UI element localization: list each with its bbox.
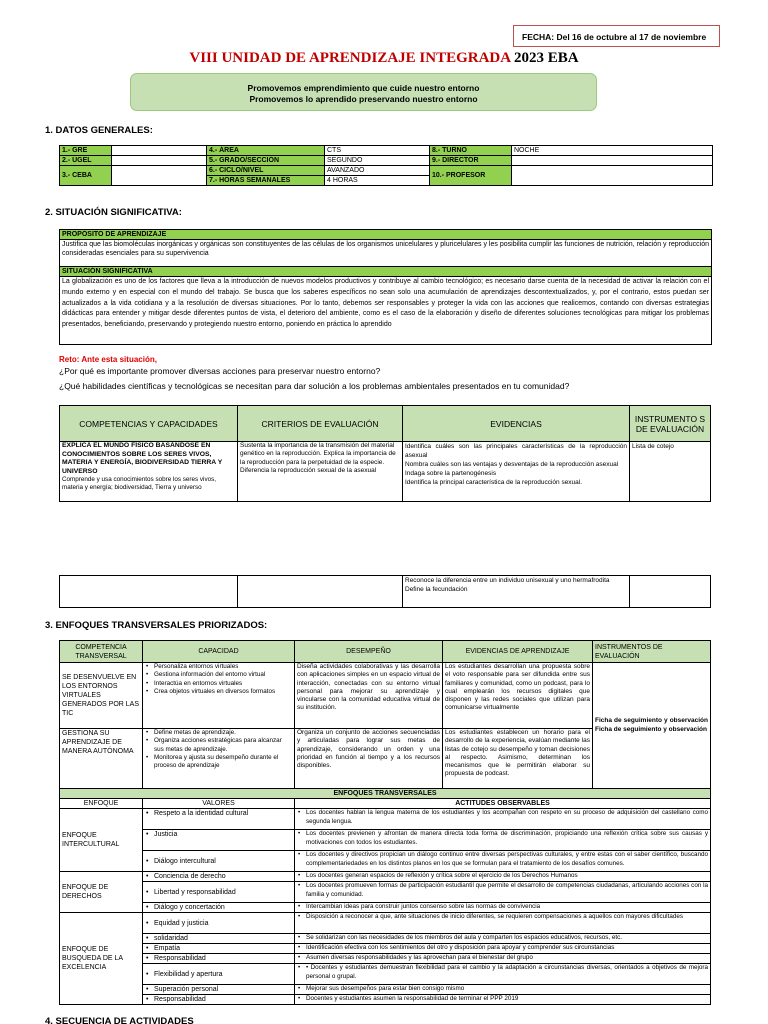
section-2-heading: 2. SITUACIÓN SIGNIFICATIVA: bbox=[45, 207, 182, 218]
valor-item: • Responsabilidad bbox=[154, 954, 292, 963]
valor-item: • Superación personal bbox=[154, 985, 292, 994]
actitud-cell bbox=[295, 985, 711, 995]
actitud-item: • Docentes y estudiantes asumen la responsabilidad de terminar el PPP 2019 bbox=[306, 995, 708, 1004]
valor-item: • solidaridad bbox=[154, 934, 292, 943]
horas-value: 4 HORAS bbox=[325, 176, 430, 186]
director-value bbox=[512, 156, 713, 166]
gre-value bbox=[112, 146, 207, 156]
valor-item: • Empatía bbox=[154, 944, 292, 953]
ct-row2-cap-item: • Organiza acciones estratégicas para alcanzar sus metas de aprendizaje. bbox=[154, 737, 292, 754]
ct-row1-cap-item: • Interactúa en entornos virtuales bbox=[154, 680, 292, 688]
instrumento-cell: Lista de cotejo bbox=[630, 442, 711, 502]
actitud-cell bbox=[295, 913, 711, 934]
valor-cell bbox=[143, 995, 295, 1005]
valor-item: • Equidad y justicia bbox=[154, 919, 292, 928]
actitud-cell bbox=[295, 995, 711, 1005]
actitud-item: • Asumen diversas responsabilidades y las aprovechan para el bienestar del grupo bbox=[306, 954, 708, 963]
situacion-text: La globalización es uno de los factores que lleva a la introducción de nuevos modelos productivos y contribuye al cambio tecnológico; es necesario darse cuenta de la necesidad de activar la relación con el mundo externo y en especial con el mundo del trabajo. Se busca que los saberes específicos no sean solo una acumulación de aprendizajes descontextualizados, y, por el contrario, estos puedan ser actualizados a la vida cotidiana y a la resolución de diversas situaciones. Por lo tanto, debemos ser responsables y proteger la vida con las acciones que realicemos, contando con diversas estrategias didácticas para entender y mitigar desde diferentes puntos de vista, el deterioro del ambiente, como es el caso de la elaboración y diseño de diferentes soluciones tecnológicas para mitigar los problemas presentados, beneficiando, preservando y protegiendo nuestro entorno, poniendo en práctica lo aprendido bbox=[60, 277, 712, 345]
cont-empty-2 bbox=[238, 576, 403, 608]
valor-item: • Flexibilidad y apertura bbox=[154, 970, 292, 979]
valor-item: • Libertad y responsabilidad bbox=[154, 888, 292, 897]
actitud-item: • Los docentes hablan la lengua materna de los estudiantes y los acompañan con respeto en su proceso de adquisición del castellano como segunda lengua. bbox=[306, 809, 708, 826]
evidencia-1: Identifica cuáles son las principales características de la reproducción asexual bbox=[405, 443, 627, 459]
actitud-item: • Los docentes generan espacios de reflexión y crítica sobre el ejercicio de los Derechos Humanos bbox=[306, 872, 708, 881]
ct-row1-capacidad bbox=[143, 663, 295, 729]
evidencia-6: Define la fecundación bbox=[405, 586, 468, 593]
valor-item: • Respeto a la identidad cultural bbox=[154, 809, 292, 818]
competencias-table-continued bbox=[59, 575, 711, 608]
ugel-value bbox=[112, 156, 207, 166]
ct-header-2: CAPACIDAD bbox=[143, 641, 295, 663]
director-label: 9.- DIRECTOR bbox=[430, 156, 512, 166]
unit-banner bbox=[130, 73, 597, 111]
valor-item: • Diálogo y concertación bbox=[154, 903, 292, 912]
question-2: ¿Qué habilidades científicas y tecnológicas se necesitan para dar solución a los problemas ambientales presentados en tu comunidad? bbox=[59, 381, 570, 391]
actitud-cell bbox=[295, 830, 711, 851]
actitud-item: • Disposición a reconocer a que, ante situaciones de inicio diferentes, se requieren compensaciones a aquellos con mayores dificultades bbox=[306, 913, 708, 922]
gre-label: 1.- GRE bbox=[60, 146, 112, 156]
section-4-heading: 4. SECUENCIA DE ACTIVIDADES bbox=[45, 1016, 194, 1024]
ct-row1-competencia: SE DESENVUELVE EN LOS ENTORNOS VIRTUALES GENERADOS POR LAS TIC bbox=[60, 663, 143, 729]
valor-cell bbox=[143, 851, 295, 872]
enfoque-excelencia: ENFOQUE DE BUSQUEDA DE LA EXCELENCIA bbox=[60, 913, 143, 1005]
valor-cell bbox=[143, 903, 295, 913]
ceba-label: 3.- CEBA bbox=[60, 166, 112, 186]
actitud-item: • Los docentes previenen y afrontan de manera directa toda forma de discriminación, propiciando una reflexión crítica sobre sus causas y motivaciones con todos los estudiantes. bbox=[306, 830, 708, 847]
actitud-cell bbox=[295, 954, 711, 964]
enfoques-title: ENFOQUES TRANSVERSALES bbox=[60, 789, 711, 799]
horas-label: 7.- HORAS SEMANALES bbox=[207, 176, 325, 186]
title-year: 2023 EBA bbox=[510, 50, 579, 66]
actitud-item: • Mejorar sus desempeños para estar bien consigo mismo bbox=[306, 985, 708, 994]
situacion-heading: SITUACIÓN SIGNIFICATIVA bbox=[60, 267, 712, 277]
ciclo-value: AVANZADO bbox=[325, 166, 430, 176]
comp-header-2: CRITERIOS DE EVALUACIÓN bbox=[238, 406, 403, 442]
ct-row1-capacidad-list bbox=[145, 663, 292, 696]
actitud-cell bbox=[295, 934, 711, 944]
title-red: VIII UNIDAD DE APRENDIZAJE INTEGRADA bbox=[189, 50, 511, 66]
situacion-table bbox=[59, 229, 712, 345]
ct-row1-cap-item: • Crea objetos virtuales en diversos formatos bbox=[154, 688, 292, 696]
evidencia-2: Nombra cuáles son las ventajas y desventajas de la reproducción asexual bbox=[405, 461, 619, 468]
comp-header-3: EVIDENCIAS bbox=[403, 406, 630, 442]
comp-header-1: COMPETENCIAS Y CAPACIDADES bbox=[60, 406, 238, 442]
area-value: CTS bbox=[325, 146, 430, 156]
ciclo-label: 6.- CICLO/NIVEL bbox=[207, 166, 325, 176]
enfoques-header-3: ACTITUDES OBSERVABLES bbox=[295, 799, 711, 809]
actitud-item: • Los docentes promueven formas de participación estudiantil que permite el desarrollo de competencias ciudadanas, articulando acciones con la familia y comunidad. bbox=[306, 882, 708, 899]
valor-cell bbox=[143, 872, 295, 882]
turno-label: 8.- TURNO bbox=[430, 146, 512, 156]
valor-cell bbox=[143, 934, 295, 944]
cont-empty-4 bbox=[630, 576, 711, 608]
capacidad-text: Comprende y usa conocimientos sobre los seres vivos, materia y energía; biodiversidad, Tierra y universo bbox=[62, 476, 216, 491]
valor-cell bbox=[143, 830, 295, 851]
valor-cell bbox=[143, 944, 295, 954]
ct-header-5: INSTRUMENTOS DE EVALUACIÓN bbox=[593, 641, 711, 663]
banner-line2: Promovemos lo aprendido preservando nuestro entorno bbox=[249, 94, 478, 104]
ct-row2-desempeno: Organiza un conjunto de acciones secuenciadas y articuladas para lograr sus metas de aprendizaje, considerando un orden y una prioridad en función al tiempo y a los recursos disponibles. bbox=[295, 729, 443, 789]
enfoque-derechos: ENFOQUE DE DERECHOS bbox=[60, 872, 143, 913]
ct-row1-desempeno: Diseña actividades colaborativas y las desarrolla con aplicaciones simples en un espacio virtual de interacción, conectadas con su entorno virtual personal para mejorar su aprendizaje y vincularse con la comunidad educativa virtual de su institución. bbox=[295, 663, 443, 729]
valor-cell bbox=[143, 809, 295, 830]
valor-item: • Justicia bbox=[154, 830, 292, 839]
proposito-heading: PROPÓSITO DE APRENDIZAJE bbox=[60, 230, 712, 240]
enfoques-header-2: VALORES bbox=[143, 799, 295, 809]
ct-row2-cap-item: • Define metas de aprendizaje. bbox=[154, 729, 292, 737]
actitud-cell bbox=[295, 809, 711, 830]
page-title bbox=[0, 50, 768, 67]
ct-row1-cap-item: • Personaliza entornos virtuales bbox=[154, 663, 292, 671]
enfoques-header-1: ENFOQUE bbox=[60, 799, 143, 809]
valor-item: • Conciencia de derecho bbox=[154, 872, 292, 881]
ct-header-3: DESEMPEÑO bbox=[295, 641, 443, 663]
ct-row2-competencia: GESTIONA SU APRENDIZAJE DE MANERA AUTÓNOMA bbox=[60, 729, 143, 789]
profesor-label: 10.- PROFESOR bbox=[430, 166, 512, 186]
comp-header-4: INSTRUMENTO S DE EVALUACIÓN bbox=[630, 406, 711, 442]
actitud-cell bbox=[295, 872, 711, 882]
ct-row2-capacidad bbox=[143, 729, 295, 789]
ugel-label: 2.- UGEL bbox=[60, 156, 112, 166]
actitud-cell bbox=[295, 903, 711, 913]
section-1-heading: 1. DATOS GENERALES: bbox=[45, 125, 153, 136]
actitud-cell bbox=[295, 944, 711, 954]
actitud-item: • • Docentes y estudiantes demuestran flexibilidad para el cambio y la adaptación a circunstancias diversas, orientados a objetivos de mejora personal o grupal. bbox=[306, 964, 708, 981]
valor-cell bbox=[143, 964, 295, 985]
competencia-cell bbox=[60, 442, 238, 502]
ceba-value bbox=[112, 166, 207, 186]
actitud-item: • Intercambian ideas para construir juntos consenso sobre las normas de convivencia bbox=[306, 903, 708, 912]
competencias-transversales-table bbox=[59, 640, 711, 789]
actitud-cell bbox=[295, 964, 711, 985]
turno-value: NOCHE bbox=[512, 146, 713, 156]
actitud-item: • Los docentes y directivos propician un diálogo continuo entre diversas perspectivas culturales, y entre estas con el saber científico, buscando complementariedades en los distintos planos en los que se formulan para el tratamiento de los desafíos comunes. bbox=[306, 851, 708, 868]
valor-item: • Diálogo intercultural bbox=[154, 857, 292, 866]
ct-row1-evidencia: Los estudiantes desarrollan una propuesta sobre el voto responsable para ser difundida entre sus familiares y comunidad, como un podcast, para lo cual emplearán los recursos digitales que disponen y las redes sociales que utilizan para comunicarse virtualmente bbox=[443, 663, 593, 729]
evidencias-cont-cell bbox=[403, 576, 630, 608]
evidencia-3: Indaga sobre la partenogénesis bbox=[405, 470, 497, 477]
banner-line1: Promovemos emprendimiento que cuide nuestro entorno bbox=[247, 83, 480, 93]
valor-cell bbox=[143, 913, 295, 934]
ct-row1-cap-item: • Gestiona información del entorno virtual bbox=[154, 671, 292, 679]
datos-generales-table bbox=[59, 145, 713, 186]
actitud-item: • Se solidarizan con las necesidades de los miembros del aula y comparten los espacios educativos, recursos, etc. bbox=[306, 934, 708, 943]
profesor-value bbox=[512, 166, 713, 186]
competencia-text: EXPLICA EL MUNDO FÍSICO BASÁNDOSE EN CONOCIMIENTOS SOBRE LOS SERES VIVOS, MATERIA Y ENERGÍA, BIODIVERSIDAD TIERRA Y UNIVERSO bbox=[62, 442, 223, 475]
question-1: ¿Por qué es importante promover diversas acciones para preservar nuestro entorno? bbox=[59, 366, 381, 376]
reto-label: Reto: Ante esta situación, bbox=[59, 355, 157, 364]
ct-row2-evidencia: Los estudiantes establecen un horario para el desarrollo de la experiencia, evalúan mediante las listas de cotejo su desempeño y toman decisiones al respecto. Asimismo, determinan los mecanismos que le permitirán elaborar su propuesta de podcast. bbox=[443, 729, 593, 789]
grado-label: 5.- GRADO/SECCIÓN bbox=[207, 156, 325, 166]
criterios-cell: Sustenta la importancia de la transmisión del material genético en la reproducción. Explica la importancia de la reproducción para la perpetuidad de la especie. Diferencia la reproducción sexual de la asexual bbox=[238, 442, 403, 502]
evidencias-cell bbox=[403, 442, 630, 502]
actitud-cell bbox=[295, 882, 711, 903]
fecha-box: FECHA: Del 16 de octubre al 17 de noviembre bbox=[513, 25, 720, 47]
valor-item: • Responsabilidad bbox=[154, 995, 292, 1004]
ct-instrumentos: Ficha de seguimiento y observación Ficha de seguimiento y observación bbox=[593, 663, 711, 789]
grado-value: SEGUNDO bbox=[325, 156, 430, 166]
ct-row2-cap-item: • Monitorea y ajusta su desempeño durante el proceso de aprendizaje bbox=[154, 754, 292, 771]
proposito-text: Justifica que las biomoléculas inorgánicas y orgánicas son constituyentes de las células de los organismos unicelulares y pluricelulares y les posibilita cumplir las funciones de nutrición, relación y reproducción consideradas esenciales para su supervivencia bbox=[60, 240, 712, 267]
valor-cell bbox=[143, 954, 295, 964]
ct-header-4: EVIDENCIAS DE APRENDIZAJE bbox=[443, 641, 593, 663]
area-label: 4.- ÁREA bbox=[207, 146, 325, 156]
enfoque-intercultural: ENFOQUE INTERCULTURAL bbox=[60, 809, 143, 872]
ct-header-1: COMPETENCIA TRANSVERSAL bbox=[60, 641, 143, 663]
section-3-heading: 3. ENFOQUES TRANSVERSALES PRIORIZADOS: bbox=[45, 620, 268, 631]
competencias-table bbox=[59, 405, 711, 502]
evidencia-5: Reconoce la diferencia entre un individuo unisexual y uno hermafrodita bbox=[405, 577, 610, 584]
cont-empty-1 bbox=[60, 576, 238, 608]
valor-cell bbox=[143, 985, 295, 995]
valor-cell bbox=[143, 882, 295, 903]
actitud-cell bbox=[295, 851, 711, 872]
enfoques-transversales-table bbox=[59, 788, 711, 1005]
actitud-item: • Identificación efectiva con los sentimientos del otro y disposición para apoyar y comprender sus circunstancias bbox=[306, 944, 708, 953]
evidencia-4: Identifica la principal característica de la reproducción sexual. bbox=[405, 479, 583, 486]
ct-row2-capacidad-list bbox=[145, 729, 292, 770]
